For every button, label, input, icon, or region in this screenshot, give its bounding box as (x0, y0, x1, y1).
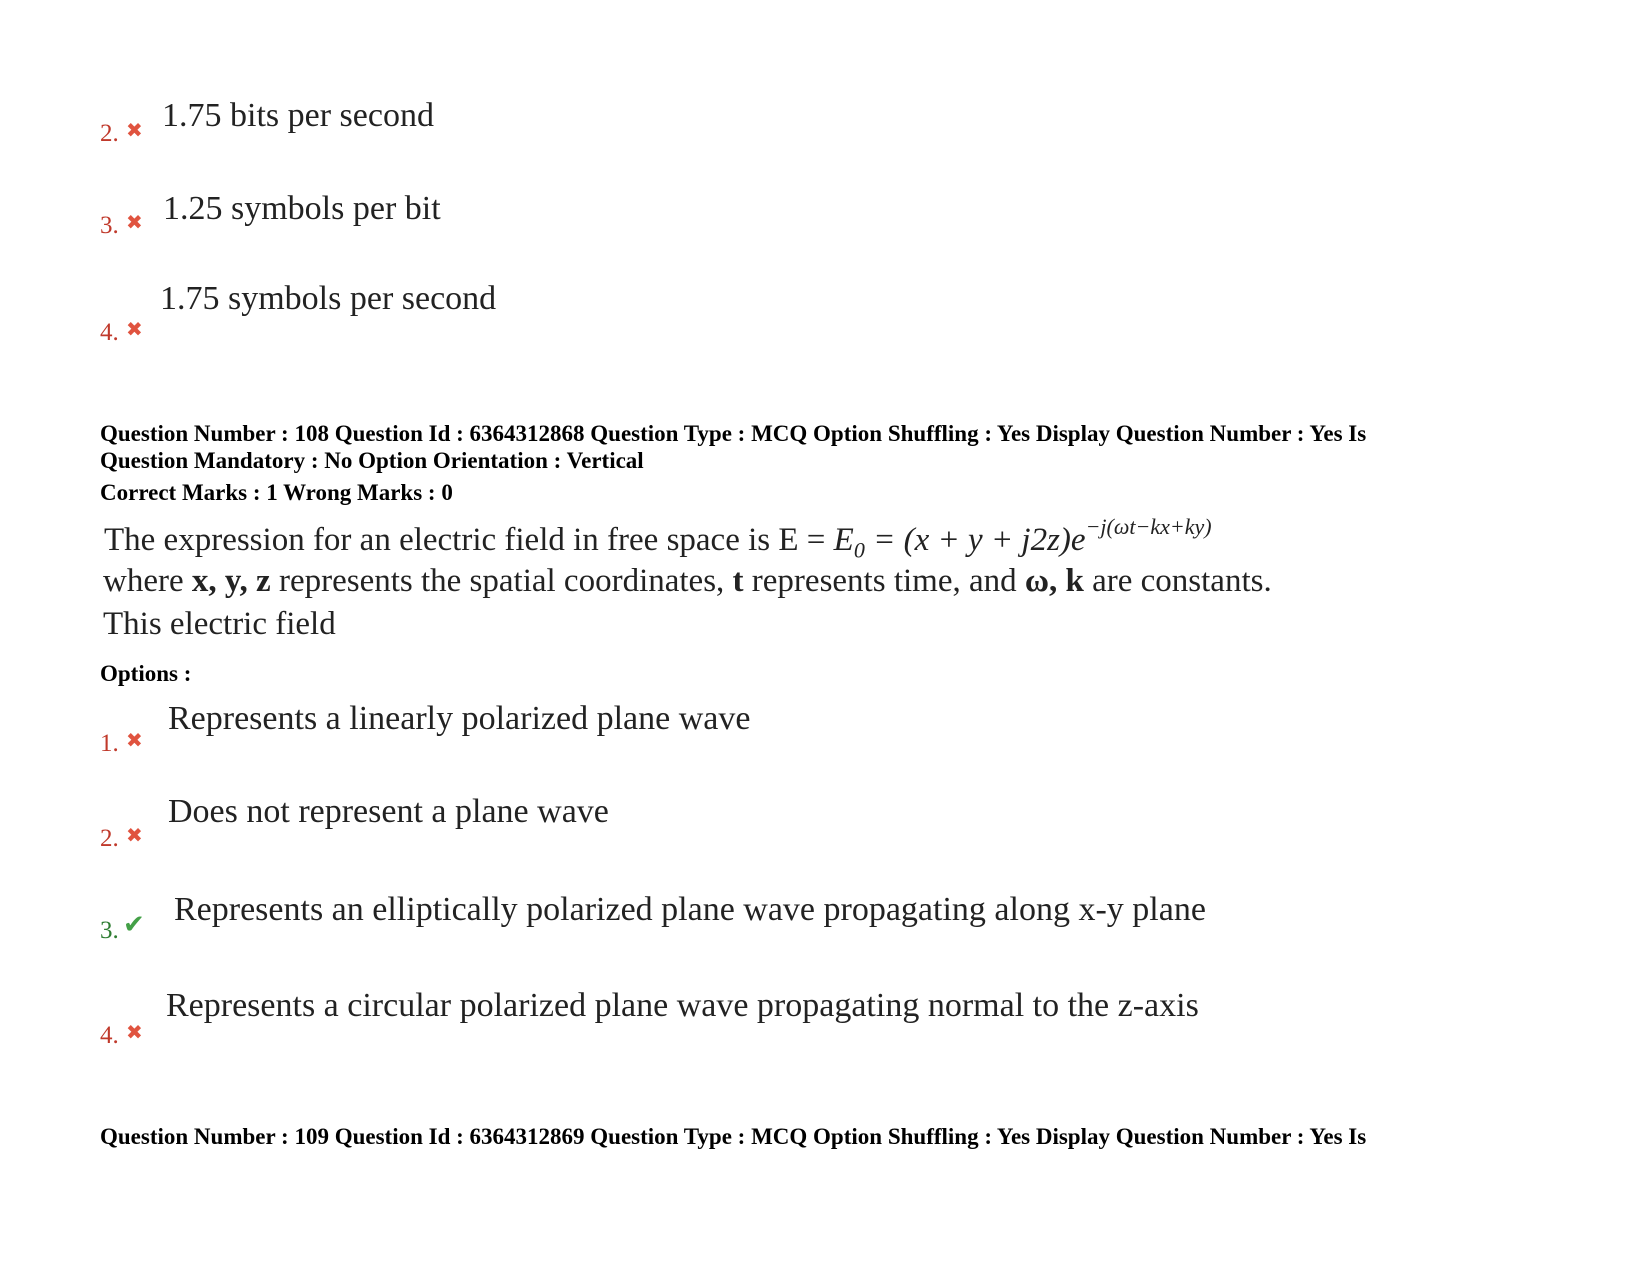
wrong-mark-icon: ✖ (126, 317, 143, 341)
equation-body: = (x + y + j2z)e (864, 522, 1086, 558)
option-text: Represents an elliptically polarized plane wave propagating along x-y plane (174, 891, 1206, 928)
option-text: Represents a linearly polarized plane wave (168, 700, 751, 737)
question-text-line3: This electric field (103, 606, 336, 642)
next-question-meta-line1: Question Number : 109 Question Id : 6364312869 Question Type : MCQ Option Shuffling : Yes Display Question Number : Yes Is (100, 1124, 1367, 1149)
option-text: 1.25 symbols per bit (163, 190, 441, 227)
wrong-mark-icon: ✖ (126, 823, 143, 847)
text-span: represents the spatial coordinates, (270, 563, 733, 599)
option-number: 4. (100, 319, 119, 346)
question-meta-line2: Question Mandatory : No Option Orientation : Vertical (100, 448, 644, 473)
variables-xyz: x, y, z (191, 563, 271, 599)
equation-exponent: −j(ωt−kx+ky) (1085, 514, 1212, 539)
options-label: Options : (100, 661, 192, 686)
option-number: 4. (100, 1022, 119, 1049)
variable-t: t (732, 563, 744, 599)
wrong-mark-icon: ✖ (126, 1020, 143, 1044)
option-number: 3. (100, 917, 119, 944)
question-text-line1 (104, 514, 1212, 564)
constants-omega-k: ω, k (1024, 563, 1084, 599)
option-number: 1. (100, 730, 119, 757)
question-text-line2 (103, 563, 1272, 600)
option-text: 1.75 bits per second (162, 97, 434, 134)
equation-subscript: 0 (853, 537, 865, 563)
option-number: 2. (100, 120, 119, 147)
text-span: where (103, 563, 192, 599)
equation-e: E (833, 522, 854, 558)
wrong-mark-icon: ✖ (126, 118, 143, 142)
question-intro: The expression for an electric field in free space is E = (104, 522, 834, 558)
wrong-mark-icon: ✖ (126, 728, 143, 752)
text-span: represents time, and (743, 563, 1025, 599)
option-number: 2. (100, 825, 119, 852)
option-text: 1.75 symbols per second (160, 280, 497, 317)
wrong-mark-icon: ✖ (126, 210, 143, 234)
correct-mark-icon: ✔ (123, 910, 145, 940)
question-meta-line1: Question Number : 108 Question Id : 6364312868 Question Type : MCQ Option Shuffling : Yes Display Question Number : Yes Is (100, 421, 1367, 446)
text-span: are constants. (1083, 563, 1272, 599)
option-text: Represents a circular polarized plane wave propagating normal to the z-axis (166, 987, 1199, 1024)
option-number: 3. (100, 212, 119, 239)
option-text: Does not represent a plane wave (168, 793, 609, 830)
question-marks: Correct Marks : 1 Wrong Marks : 0 (100, 480, 453, 505)
